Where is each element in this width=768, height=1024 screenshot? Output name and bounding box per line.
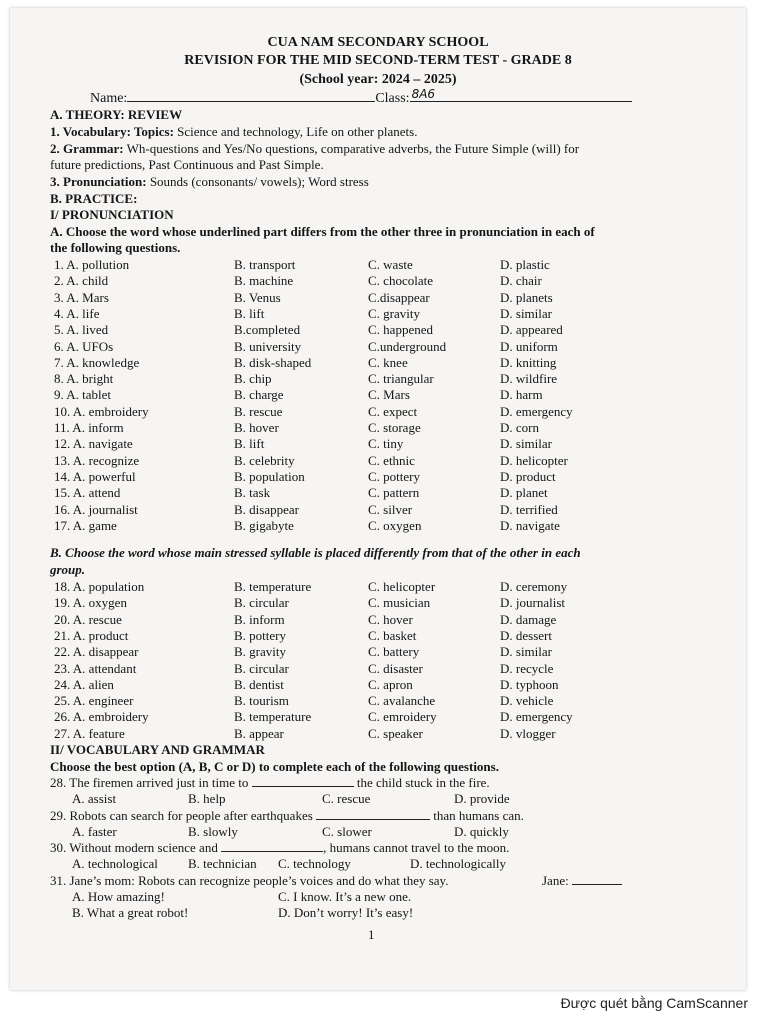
name-blank[interactable]	[127, 90, 375, 102]
part-vocab-heading: II/ VOCABULARY AND GRAMMAR	[50, 742, 265, 757]
option-d[interactable]: D. wildfire	[500, 371, 558, 387]
option[interactable]: D. Don’t worry! It’s easy!	[278, 905, 414, 920]
option-a[interactable]: 24. A. alien	[54, 676, 114, 692]
option-b[interactable]: B. charge	[234, 387, 284, 403]
q29-blank[interactable]	[316, 808, 430, 820]
option-a[interactable]: 15. A. attend	[54, 485, 121, 501]
option-c[interactable]: C. knee	[368, 354, 408, 370]
theory-grammar: 2. Grammar: Wh-questions and Yes/No questions, comparative adverbs, the Future Simple (will) for	[50, 141, 580, 156]
option-d[interactable]: D. product	[500, 468, 556, 484]
question-row	[10, 290, 746, 306]
scanner-watermark: Được quét bằng CamScanner	[560, 995, 748, 1011]
question-row	[10, 502, 746, 518]
option-c[interactable]: C. storage	[368, 420, 421, 435]
option-d[interactable]: D. chair	[500, 273, 542, 289]
option-c[interactable]: C. hover	[368, 611, 413, 627]
option-b[interactable]: B. appear	[234, 725, 284, 741]
question-row	[10, 518, 746, 534]
question-row	[10, 661, 746, 677]
option-b[interactable]: B. celebrity	[234, 452, 295, 468]
option-c[interactable]: C. disaster	[368, 660, 423, 676]
question-row	[10, 709, 746, 725]
option-c[interactable]: C. oxygen	[368, 517, 422, 533]
option[interactable]: B. slowly	[188, 824, 238, 839]
option-b[interactable]: B. lift	[234, 305, 265, 321]
class-value: 8A6	[411, 87, 436, 101]
option-c[interactable]: C. happened	[368, 322, 433, 338]
part-pronunciation-heading: I/ PRONUNCIATION	[50, 207, 174, 222]
q28-blank[interactable]	[252, 775, 354, 787]
test-title: REVISION FOR THE MID SECOND-TERM TEST - GRADE 8	[184, 53, 572, 68]
option-c[interactable]: C. tiny	[368, 436, 404, 452]
option-d[interactable]: D. similar	[500, 644, 552, 660]
option-c[interactable]: C. musician	[368, 595, 431, 611]
option-b[interactable]: B. temperature	[234, 709, 312, 725]
option-d[interactable]: D. knitting	[500, 354, 557, 370]
q30-blank[interactable]	[221, 840, 323, 852]
option-c[interactable]: C.underground	[368, 338, 447, 354]
option-c[interactable]: C. pottery	[368, 468, 420, 484]
question-row	[10, 595, 746, 611]
option-a[interactable]: 5. A. lived	[54, 322, 109, 338]
option-d[interactable]: D. corn	[500, 420, 539, 435]
option-c[interactable]: C. gravity	[368, 305, 420, 321]
theory-vocabulary: 1. Vocabulary: Topics: Science and technology, Life on other planets.	[50, 124, 418, 139]
option[interactable]: A. faster	[72, 824, 117, 839]
exam-page	[10, 8, 746, 990]
section-b-heading: B. PRACTICE:	[50, 191, 138, 206]
name-label: Name:	[90, 91, 128, 106]
option-c[interactable]: C.disappear	[368, 289, 430, 305]
option-b[interactable]: B. temperature	[234, 579, 312, 594]
option-a[interactable]: 14. A. powerful	[54, 468, 136, 484]
option-d[interactable]: D. similar	[500, 436, 552, 452]
option-d[interactable]: D. planet	[500, 485, 548, 501]
part-vocab-instruction: Choose the best option (A, B, C or D) to complete each of the following questions.	[50, 759, 499, 774]
option-c[interactable]: C. speaker	[368, 725, 423, 741]
option[interactable]: C. technology	[278, 856, 351, 871]
option-c[interactable]: C. avalanche	[368, 693, 436, 709]
q31-jane: Jane:	[542, 873, 622, 888]
option-b[interactable]: B. disappear	[234, 501, 299, 517]
option-c[interactable]: C. apron	[368, 676, 413, 692]
option-b[interactable]: B. hover	[234, 420, 279, 435]
class-blank[interactable]	[410, 87, 632, 102]
question-row	[10, 469, 746, 485]
option[interactable]: C. I know. It’s a new one.	[278, 889, 412, 904]
option-d[interactable]: D. planets	[500, 289, 553, 305]
option-c[interactable]: C. helicopter	[368, 579, 436, 594]
option-c[interactable]: C. chocolate	[368, 273, 433, 289]
theory-grammar-cont: future predictions, Past Continuous and Past Simple.	[50, 157, 324, 172]
option-a[interactable]: 25. A. engineer	[54, 693, 134, 709]
option-a[interactable]: 2. A. child	[54, 273, 109, 289]
q31-blank[interactable]	[572, 873, 622, 885]
option[interactable]: D. technologically	[410, 856, 507, 871]
option-d[interactable]: D. emergency	[500, 709, 573, 725]
option-a[interactable]: 9. A. tablet	[54, 387, 112, 403]
option-d[interactable]: D. damage	[500, 611, 557, 627]
option-b[interactable]: B. university	[234, 338, 302, 354]
option-a[interactable]: 16. A. journalist	[54, 501, 138, 517]
part-a-instruction: A. Choose the word whose underlined part differs from the other three in pronunciation in each of	[50, 224, 595, 239]
option[interactable]: B. help	[188, 791, 226, 806]
option-d[interactable]: D. helicopter	[500, 452, 568, 468]
q29-options	[10, 824, 746, 840]
option-a[interactable]: 13. A. recognize	[54, 452, 140, 468]
option-d[interactable]: D. navigate	[500, 517, 560, 533]
option-b[interactable]: B. tourism	[234, 693, 289, 709]
option-d[interactable]: D. appeared	[500, 322, 563, 338]
q30-options	[10, 856, 746, 872]
option-d[interactable]: D. vehicle	[500, 693, 554, 709]
option-a[interactable]: 17. A. game	[54, 517, 117, 533]
option-c[interactable]: C. expect	[368, 403, 418, 419]
option-d[interactable]: D. emergency	[500, 403, 573, 419]
option-a[interactable]: 4. A. life	[54, 305, 100, 321]
question-row	[10, 612, 746, 628]
option-a[interactable]: 11. A. inform	[54, 420, 124, 435]
question-row	[10, 355, 746, 371]
option[interactable]: D. quickly	[454, 824, 509, 839]
part-b-instruction-cont: group.	[50, 562, 86, 577]
question-31: 31. Jane’s mom: Robots can recognize people’s voices and do what they say.	[50, 873, 449, 888]
option-b[interactable]: B. gravity	[234, 644, 286, 660]
option-d[interactable]: D. plastic	[500, 257, 550, 272]
option-a[interactable]: 26. A. embroidery	[54, 709, 149, 725]
option-d[interactable]: D. dessert	[500, 627, 552, 643]
option[interactable]: A. assist	[72, 791, 117, 806]
option-a[interactable]: 19. A. oxygen	[54, 595, 127, 611]
question-row	[10, 453, 746, 469]
question-row	[10, 371, 746, 387]
school-name: CUA NAM SECONDARY SCHOOL	[267, 35, 489, 50]
question-row	[10, 436, 746, 452]
question-29: 29. Robots can search for people after earthquakes than humans can.	[50, 808, 524, 823]
question-row	[10, 485, 746, 501]
option-d[interactable]: D. uniform	[500, 338, 558, 354]
option-b[interactable]: B. Venus	[234, 289, 281, 305]
option-a[interactable]: 18. A. population	[54, 579, 145, 594]
option-d[interactable]: D. harm	[500, 387, 543, 403]
q28-options	[10, 791, 746, 807]
option-b[interactable]: B. gigabyte	[234, 517, 294, 533]
option-a[interactable]: 8. A. bright	[54, 371, 114, 387]
school-year: (School year: 2024 – 2025)	[299, 72, 457, 87]
option-d[interactable]: D. similar	[500, 305, 552, 321]
option-b[interactable]: B. task	[234, 485, 271, 501]
option-b[interactable]: B. lift	[234, 436, 265, 452]
question-row	[10, 339, 746, 355]
option-d[interactable]: D. vlogger	[500, 725, 556, 741]
class-label: Class:	[375, 91, 410, 106]
theory-pronunciation: 3. Pronunciation: Sounds (consonants/ vowels); Word stress	[50, 174, 369, 189]
option-d[interactable]: D. recycle	[500, 660, 554, 676]
option-b[interactable]: B. chip	[234, 371, 272, 387]
section-a-heading: A. THEORY: REVIEW	[50, 107, 183, 122]
page-number: 1	[368, 927, 375, 942]
q31-options-row2	[10, 905, 746, 921]
option-c[interactable]: C. Mars	[368, 387, 410, 403]
option-a[interactable]: 6. A. UFOs	[54, 338, 114, 354]
option-c[interactable]: C. ethnic	[368, 452, 415, 468]
option-d[interactable]: D. ceremony	[500, 579, 568, 594]
option-c[interactable]: C. basket	[368, 627, 417, 643]
option-a[interactable]: 23. A. attendant	[54, 660, 137, 676]
option-c[interactable]: C. battery	[368, 644, 420, 660]
option-a[interactable]: 22. A. disappear	[54, 644, 139, 660]
option-b[interactable]: B. machine	[234, 273, 294, 289]
option-a[interactable]: 27. A. feature	[54, 725, 125, 741]
option-a[interactable]: 21. A. product	[54, 627, 129, 643]
option-b[interactable]: B. inform	[234, 611, 285, 627]
part-b-instruction: B. Choose the word whose main stressed syllable is placed differently from that of the other in each	[50, 545, 581, 560]
option-c[interactable]: C. emroidery	[368, 709, 437, 725]
option[interactable]: D. provide	[454, 791, 510, 806]
option[interactable]: A. technological	[72, 856, 158, 871]
question-row	[10, 404, 746, 420]
option[interactable]: B. technician	[188, 856, 257, 871]
option-a[interactable]: 10. A. embroidery	[54, 403, 149, 419]
option-a[interactable]: 12. A. navigate	[54, 436, 133, 452]
option-a[interactable]: 1. A. pollution	[54, 257, 130, 272]
option-c[interactable]: C. pattern	[368, 485, 420, 501]
question-row	[10, 644, 746, 660]
question-row	[10, 628, 746, 644]
name-row	[90, 87, 632, 106]
part-a-instruction-cont: the following questions.	[50, 240, 181, 255]
option-b[interactable]: B.completed	[234, 322, 301, 338]
question-row	[10, 257, 746, 273]
question-row	[10, 306, 746, 322]
option-a[interactable]: 3. A. Mars	[54, 289, 109, 305]
option-c[interactable]: C. silver	[368, 501, 413, 517]
option[interactable]: C. slower	[322, 824, 372, 839]
question-row	[10, 693, 746, 709]
question-row	[10, 579, 746, 595]
option-b[interactable]: B. population	[234, 468, 305, 484]
question-30: 30. Without modern science and , humans cannot travel to the moon.	[50, 840, 510, 855]
question-row	[10, 677, 746, 693]
option-d[interactable]: D. terrified	[500, 501, 558, 517]
option[interactable]: C. rescue	[322, 791, 371, 806]
option-a[interactable]: 7. A. knowledge	[54, 354, 140, 370]
option-b[interactable]: B. disk-shaped	[234, 354, 312, 370]
option-b[interactable]: B. circular	[234, 595, 289, 611]
question-row	[10, 273, 746, 289]
option-c[interactable]: C. waste	[368, 257, 413, 272]
option[interactable]: B. What a great robot!	[72, 905, 189, 920]
option-d[interactable]: D. typhoon	[500, 676, 559, 692]
option-b[interactable]: B. dentist	[234, 676, 284, 692]
option-b[interactable]: B. rescue	[234, 403, 283, 419]
option[interactable]: A. How amazing!	[72, 889, 165, 904]
option-b[interactable]: B. transport	[234, 257, 296, 272]
question-row	[10, 420, 746, 436]
question-row	[10, 322, 746, 338]
question-row	[10, 387, 746, 403]
option-b[interactable]: B. pottery	[234, 627, 286, 643]
option-d[interactable]: D. journalist	[500, 595, 565, 611]
option-c[interactable]: C. triangular	[368, 371, 434, 387]
question-row	[10, 726, 746, 742]
q31-options-row1	[10, 889, 746, 905]
option-b[interactable]: B. circular	[234, 660, 289, 676]
question-28: 28. The firemen arrived just in time to the child stuck in the fire.	[50, 775, 490, 790]
option-a[interactable]: 20. A. rescue	[54, 611, 122, 627]
